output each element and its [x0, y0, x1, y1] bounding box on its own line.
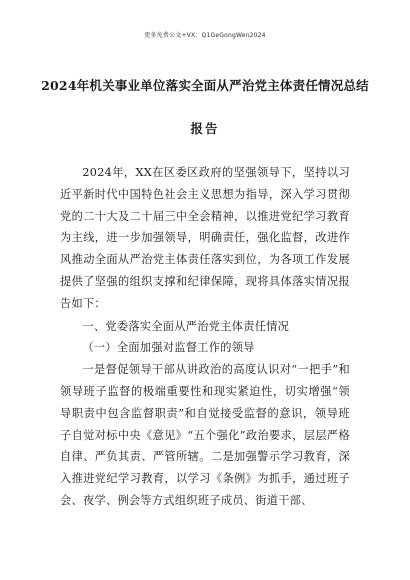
subsection-heading-1: （一）全面加强对监督工作的领导 [82, 341, 255, 355]
body-paragraph-2: 一是督促领导干部从讲政治的高度认识对“一把手”和领导班子监督的极端重要性和现实紧迫性，切实增强“领导职责中包含监督职责”和自觉接受监督的意识，领导班子自觉对标中央《意见》“五个强化”政治要求，层层严格自律、严负其责、严管所辖。二是加强警示学习教育，深入推进党纪学习教育，以学习《条例》为抓手，通过班子会、夜学、例会等方式组织班子成员、街道干部、 [60, 363, 350, 507]
header-note: 更多免费公文+VX：Q1GeGongWen2024 [144, 32, 266, 39]
document-body [60, 162, 350, 512]
document-title: 2024年机关事业单位落实全面从严治党主体责任情况总结 [41, 78, 369, 93]
section-heading-1: 一、党委落实全面从严治党主体责任情况 [82, 319, 290, 333]
document-title-continued: 报告 [190, 121, 220, 136]
intro-paragraph: 2024年，XX在区委区政府的坚强领导下，坚持以习近平新时代中国特色社会主义思想为指导，深入学习贯彻党的二十大及二十届三中全会精神，以推进党纪学习教育为主线，进一步加强领导，明确责任，强化监督，改进作风推动全面从严治党主体责任落实到位，为各项工作发展提供了坚强的组织支撑和纪律保障，现将具体落实情况报告如下： [60, 166, 350, 310]
